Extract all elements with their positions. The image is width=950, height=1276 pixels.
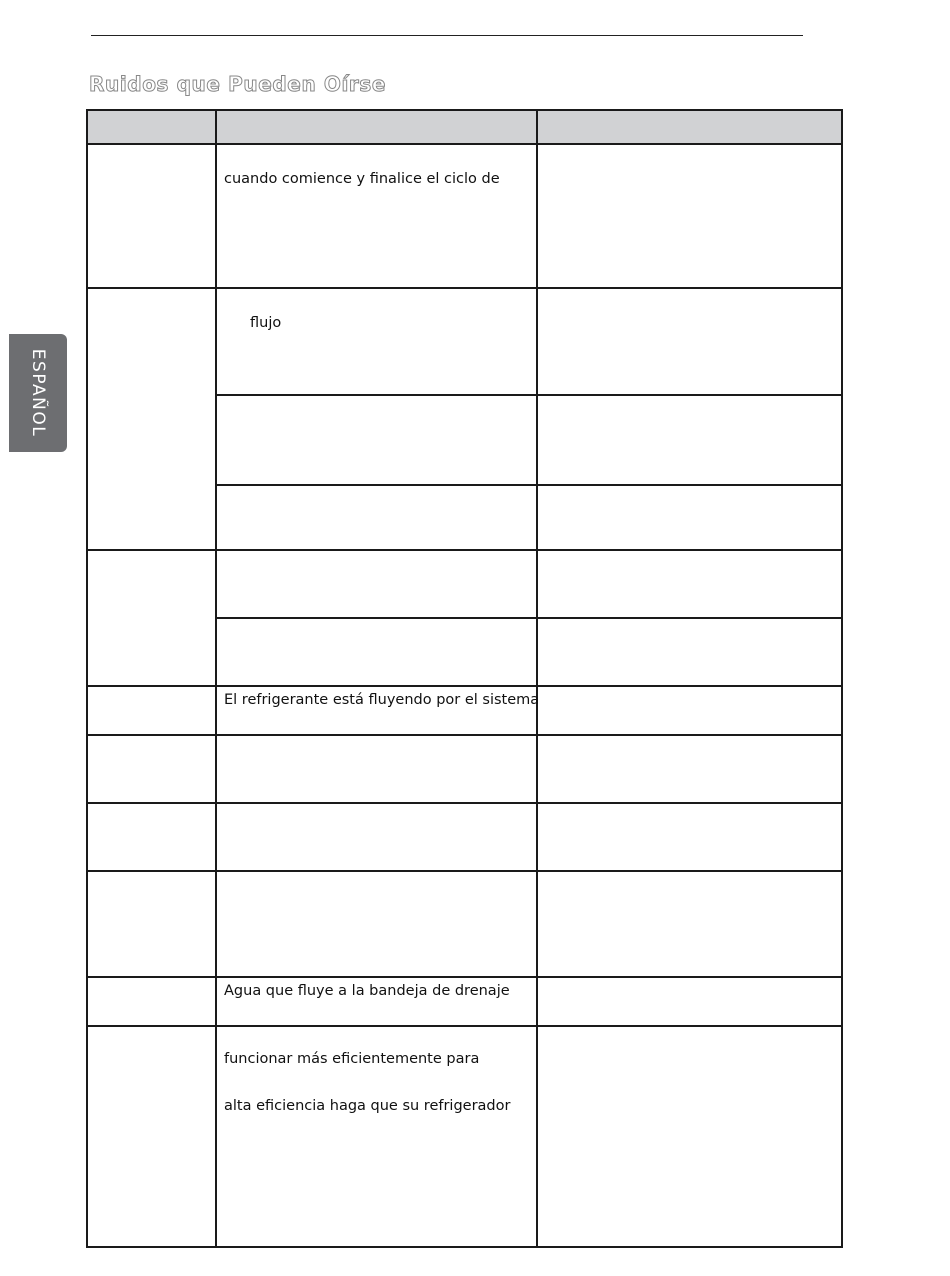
side-tab-label: ESPAÑOL bbox=[28, 348, 48, 438]
noise-cell bbox=[87, 144, 216, 288]
noise-cell bbox=[87, 871, 216, 977]
table-row bbox=[87, 871, 842, 977]
noise-cell bbox=[87, 686, 216, 735]
header-cell bbox=[216, 110, 537, 144]
noise-table bbox=[86, 109, 843, 1248]
cause-cell bbox=[216, 871, 537, 977]
top-rule bbox=[91, 35, 803, 36]
header-cell bbox=[87, 110, 216, 144]
cause-text: Agua que fluye a la bandeja de drenaje bbox=[224, 983, 510, 999]
page-title: Ruidos que Pueden Oírse bbox=[89, 72, 387, 96]
cause-text: alta eficiencia haga que su refrigerador bbox=[224, 1098, 511, 1114]
table-row bbox=[87, 550, 842, 618]
language-side-tab bbox=[9, 334, 67, 452]
cause-cell bbox=[216, 1026, 537, 1247]
cause-cell bbox=[216, 395, 537, 485]
cause-cell bbox=[216, 803, 537, 871]
cause-cell bbox=[216, 618, 537, 686]
table-row bbox=[87, 686, 842, 735]
table-row bbox=[87, 144, 842, 288]
table-row bbox=[87, 735, 842, 803]
normal-cell bbox=[537, 686, 842, 735]
cause-cell bbox=[216, 485, 537, 550]
noise-cell bbox=[87, 288, 216, 550]
noise-cell bbox=[87, 977, 216, 1026]
cause-cell bbox=[216, 288, 537, 395]
cause-text: flujo bbox=[250, 315, 282, 331]
normal-cell bbox=[537, 395, 842, 485]
header-cell bbox=[537, 110, 842, 144]
cause-cell bbox=[216, 144, 537, 288]
table-row bbox=[87, 977, 842, 1026]
cause-text: El refrigerante está fluyendo por el sistema bbox=[224, 692, 540, 708]
normal-cell bbox=[537, 977, 842, 1026]
cause-cell bbox=[216, 735, 537, 803]
cause-cell bbox=[216, 977, 537, 1026]
normal-cell bbox=[537, 485, 842, 550]
normal-cell bbox=[537, 288, 842, 395]
cause-cell bbox=[216, 550, 537, 618]
noise-cell bbox=[87, 803, 216, 871]
cause-cell bbox=[216, 686, 540, 735]
normal-cell bbox=[537, 550, 842, 618]
cause-text: funcionar más eficientemente para bbox=[224, 1051, 480, 1067]
table-row bbox=[87, 803, 842, 871]
normal-cell bbox=[537, 144, 842, 288]
normal-cell bbox=[537, 735, 842, 803]
table-header-row bbox=[87, 110, 842, 144]
normal-cell bbox=[537, 1026, 842, 1247]
normal-cell bbox=[537, 871, 842, 977]
normal-cell bbox=[537, 803, 842, 871]
table-row bbox=[87, 288, 842, 395]
cause-text: cuando comience y finalice el ciclo de bbox=[224, 171, 500, 187]
noise-cell bbox=[87, 735, 216, 803]
noise-cell bbox=[87, 550, 216, 686]
normal-cell bbox=[537, 618, 842, 686]
table-row bbox=[87, 1026, 842, 1247]
noise-cell bbox=[87, 1026, 216, 1247]
